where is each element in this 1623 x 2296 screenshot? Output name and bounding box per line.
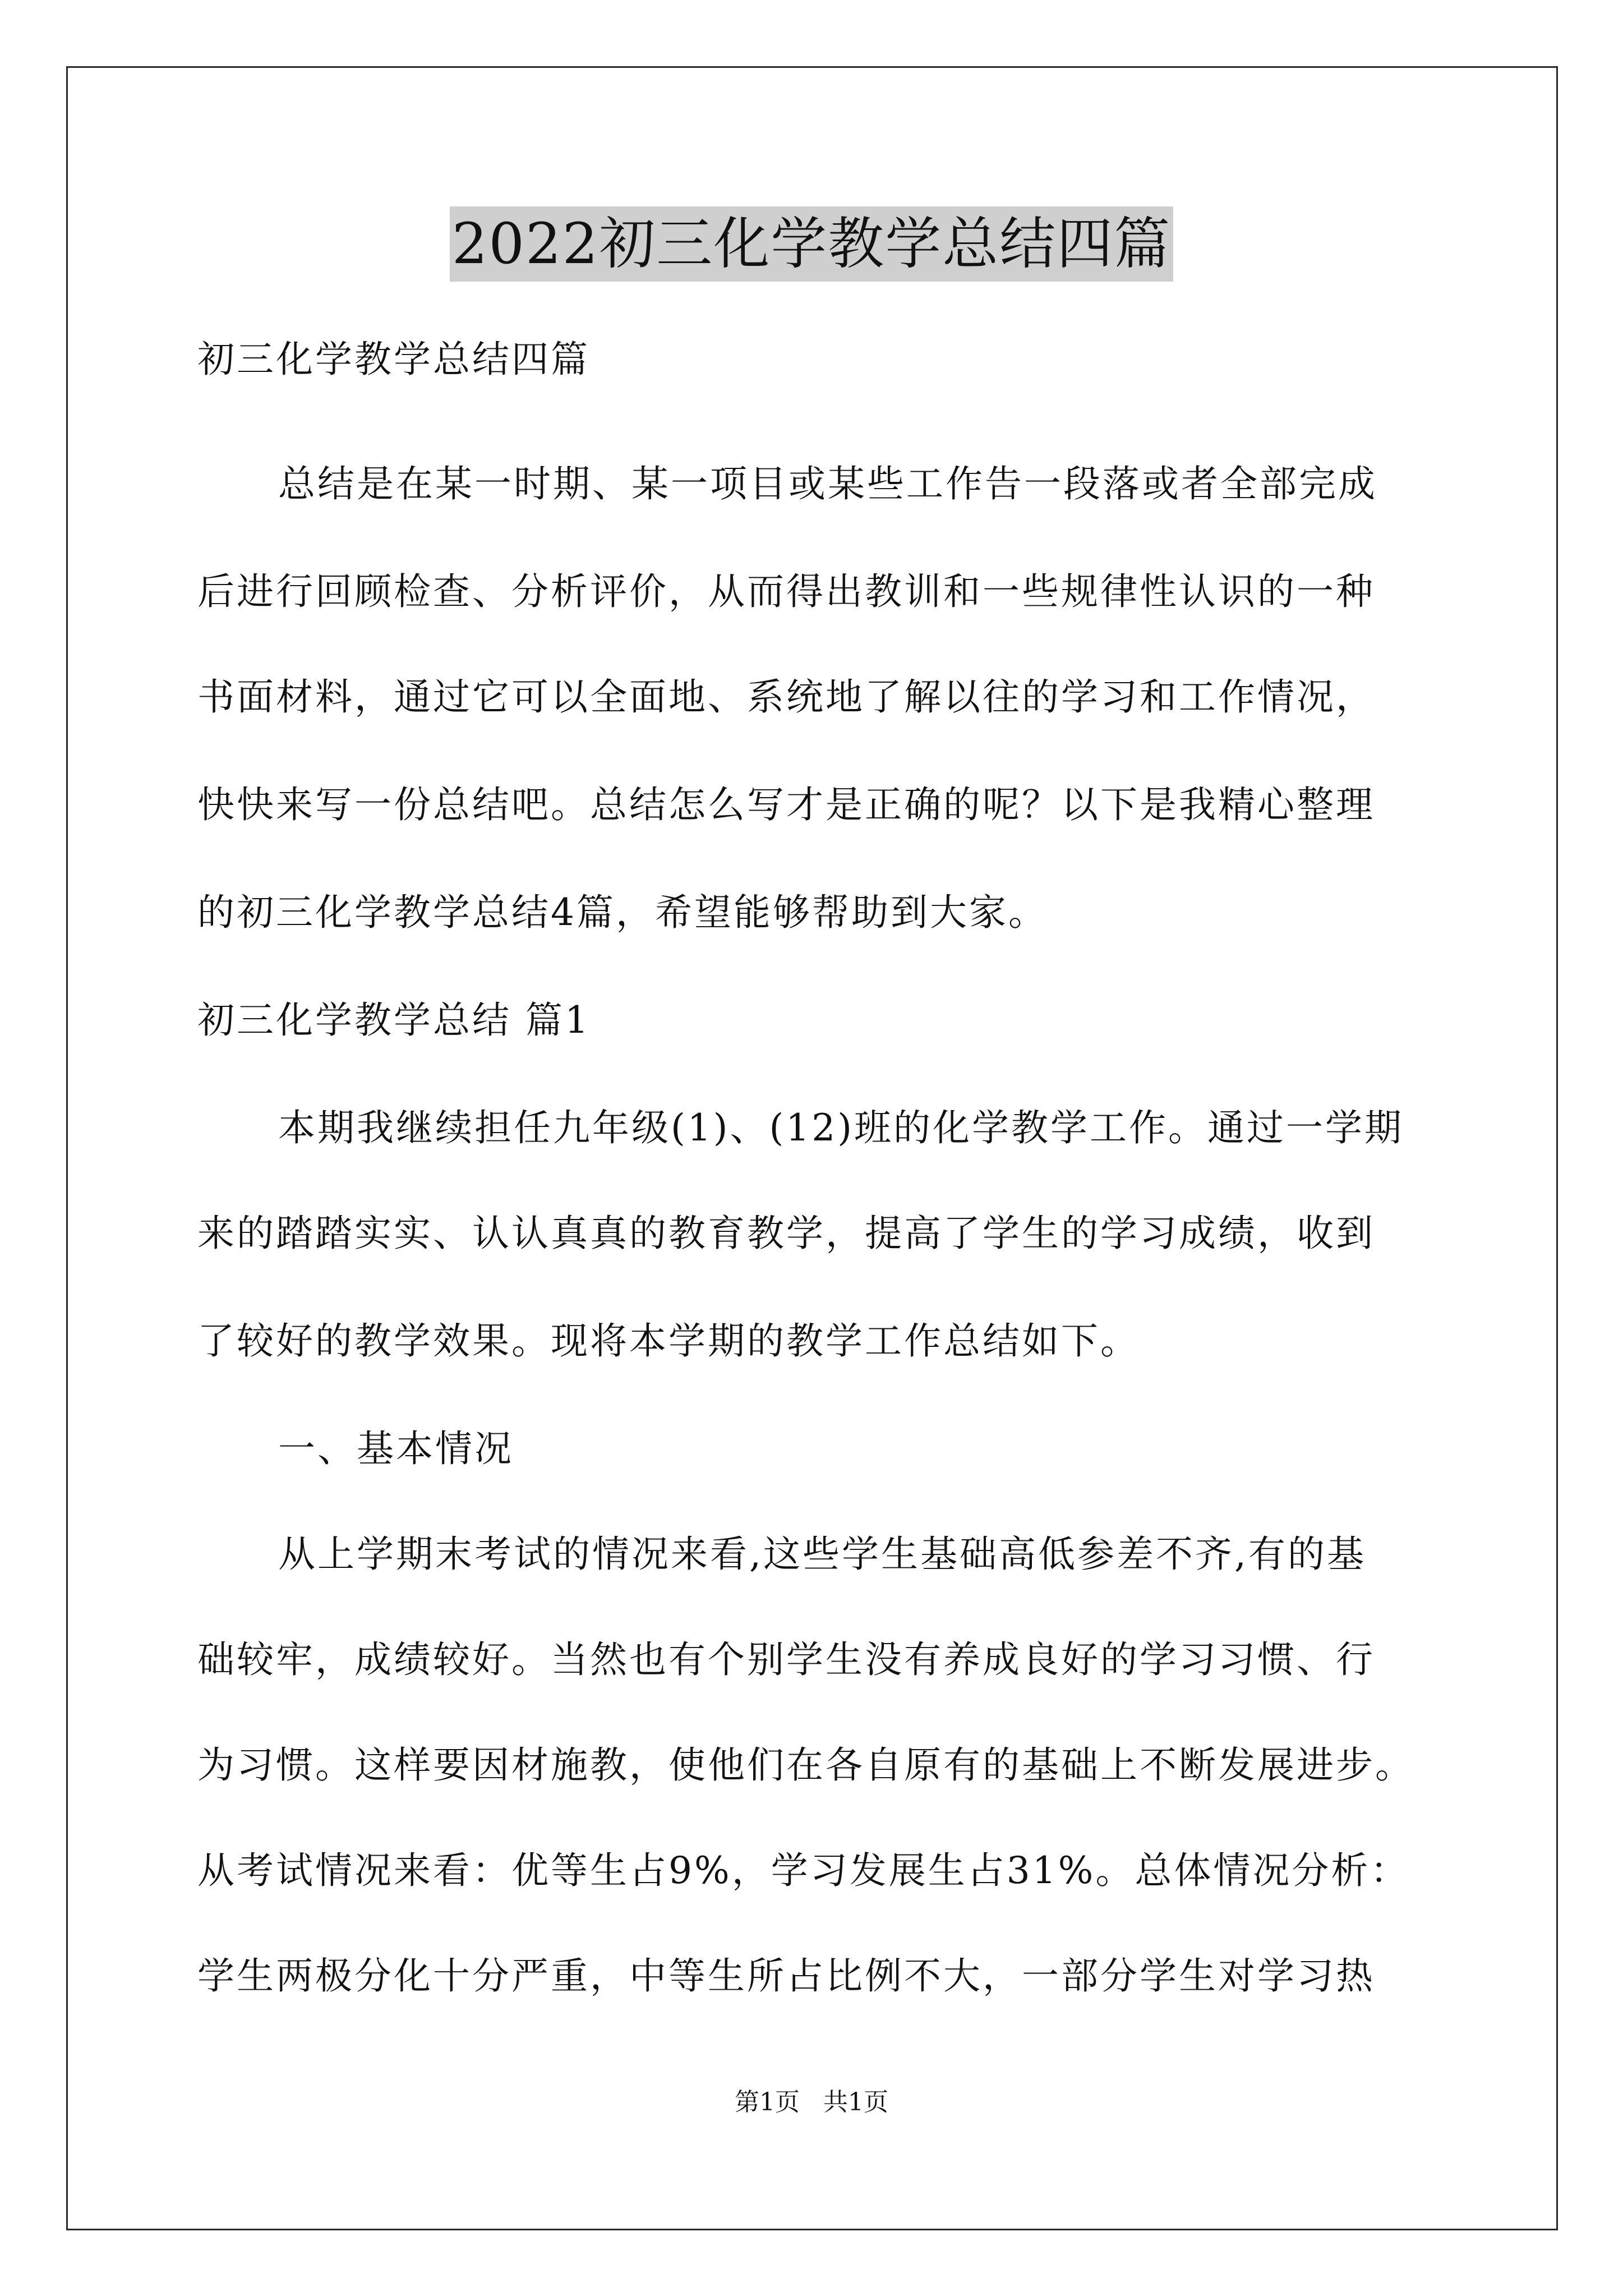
paragraph-line: 从上学期末考试的情况来看,这些学生基础高低参差不齐,有的基 [278,1533,1366,1576]
subsection-heading: 一、基本情况 [278,1427,514,1470]
paragraph-line: 快快来写一份总结吧。总结怎么写才是正确的呢？以下是我精心整理 [197,783,1375,826]
page-total: 共1页 [823,2088,888,2116]
paragraph-line: 学生两极分化十分严重，中等生所占比例不大，一部分学生对学习热 [197,1954,1375,1998]
paragraph-line: 从考试情况来看：优等生占9%，学习发展生占31%。总体情况分析： [197,1849,1410,1892]
paragraph-line: 础较牢，成绩较好。当然也有个别学生没有养成良好的学习习惯、行 [197,1638,1375,1681]
title-container [0,206,1623,282]
paragraph-line: 的初三化学教学总结4篇，希望能够帮助到大家。 [197,891,1048,934]
section-heading: 初三化学教学总结四篇 [197,338,590,381]
paragraph-line: 本期我继续担任九年级(1)、(12)班的化学教学工作。通过一学期 [278,1106,1404,1149]
paragraph-line: 来的踏踏实实、认认真真的教育教学，提高了学生的学习成绩，收到 [197,1212,1375,1255]
paragraph-line: 总结是在某一时期、某一项目或某些工作告一段落或者全部完成 [278,462,1377,505]
paragraph-line: 了较好的教学效果。现将本学期的教学工作总结如下。 [197,1319,1140,1363]
document-title: 2022初三化学教学总结四篇 [450,206,1174,282]
page-footer [0,2086,1623,2119]
section-heading: 初三化学教学总结 篇1 [197,999,591,1042]
paragraph-line: 后进行回顾检查、分析评价，从而得出教训和一些规律性认识的一种 [197,570,1375,613]
paragraph-line: 为习惯。这样要因材施教，使他们在各自原有的基础上不断发展进步。 [197,1743,1414,1787]
page-number: 第1页 [735,2088,800,2116]
paragraph-line: 书面材料，通过它可以全面地、系统地了解以往的学习和工作情况， [197,675,1375,719]
